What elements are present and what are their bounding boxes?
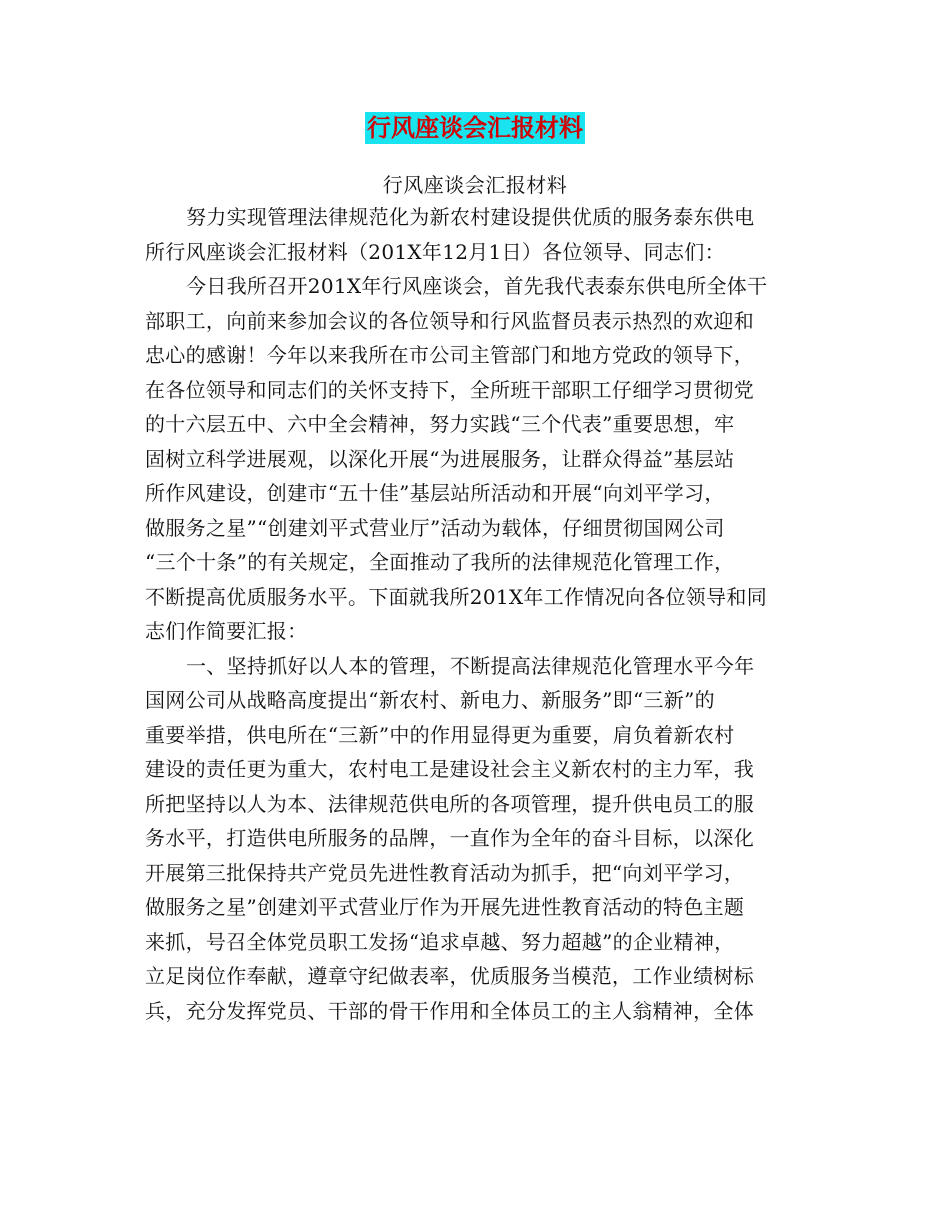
paragraph-line: 在各位领导和同志们的关怀支持下，全所班干部职工仔细学习贯彻党 (145, 377, 754, 402)
paragraph-line: 今日我所召开201X年行风座谈会，首先我代表泰东供电所全体干 (186, 274, 768, 298)
paragraph-line: 立足岗位作奉献，遵章守纪做表率，优质服务当模范，工作业绩树标 (145, 964, 754, 988)
paragraph-line: 国网公司从战略高度提出“新农村、新电力、新服务”即“三新”的 (145, 688, 715, 712)
paragraph-line: 重要举措，供电所在“三新”中的作用显得更为重要，肩负着新农村 (145, 722, 735, 747)
paragraph-line: 不断提高优质服务水平。下面就我所201X年工作情况向各位领导和同 (145, 584, 768, 609)
paragraph-line: 所把坚持以人为本、法律规范供电所的各项管理，提升供电员工的服 (145, 791, 754, 816)
document-title: 行风座谈会汇报材料 (367, 113, 583, 142)
document-body (145, 200, 800, 1028)
paragraph-line: 的十六层五中、六中全会精神，努力实践“三个代表”重要思想，牢 (145, 412, 735, 436)
paragraph-line: 所作风建设，创建市“五十佳”基层站所活动和开展“向刘平学习， (145, 481, 725, 505)
paragraph-line: “三个十条”的有关规定，全面推动了我所的法律规范化管理工作， (145, 550, 735, 574)
paragraph-line: 做服务之星”“创建刘平式营业厅”活动为载体，仔细贯彻国网公司 (145, 515, 725, 540)
paragraph-line: 开展第三批保持共产党员先进性教育活动为抓手，把“向刘平学习， (145, 860, 745, 885)
paragraph-line: 所行风座谈会汇报材料（201X年12月1日）各位领导、同志们： (145, 239, 725, 264)
paragraph-line: 务水平，打造供电所服务的品牌，一直作为全年的奋斗目标，以深化 (145, 826, 754, 850)
paragraph-line: 一、坚持抓好以人本的管理，不断提高法律规范化管理水平今年 (186, 653, 755, 678)
paragraph-line: 努力实现管理法律规范化为新农村建设提供优质的服务泰东供电 (186, 205, 755, 229)
paragraph-line: 建设的责任更为重大，农村电工是建设社会主义新农村的主力军，我 (145, 757, 754, 781)
paragraph-line: 来抓，号召全体党员职工发扬“追求卓越、努力超越”的企业精神， (145, 929, 735, 954)
title-container (0, 112, 950, 144)
paragraph-line: 固树立科学进展观，以深化开展“为进展服务，让群众得益”基层站 (145, 446, 735, 471)
paragraph-line: 部职工，向前来参加会议的各位领导和行风监督员表示热烈的欢迎和 (145, 308, 754, 333)
paragraph-line: 做服务之星”创建刘平式营业厅作为开展先进性教育活动的特色主题 (145, 895, 745, 919)
paragraph-line: 兵，充分发挥党员、干部的骨干作用和全体员工的主人翁精神，全体 (145, 998, 754, 1023)
paragraph-line: 忠心的感谢！今年以来我所在市公司主管部门和地方党政的领导下， (145, 343, 754, 367)
document-subtitle: 行风座谈会汇报材料 (382, 173, 568, 197)
paragraph-line: 志们作简要汇报： (145, 619, 308, 643)
